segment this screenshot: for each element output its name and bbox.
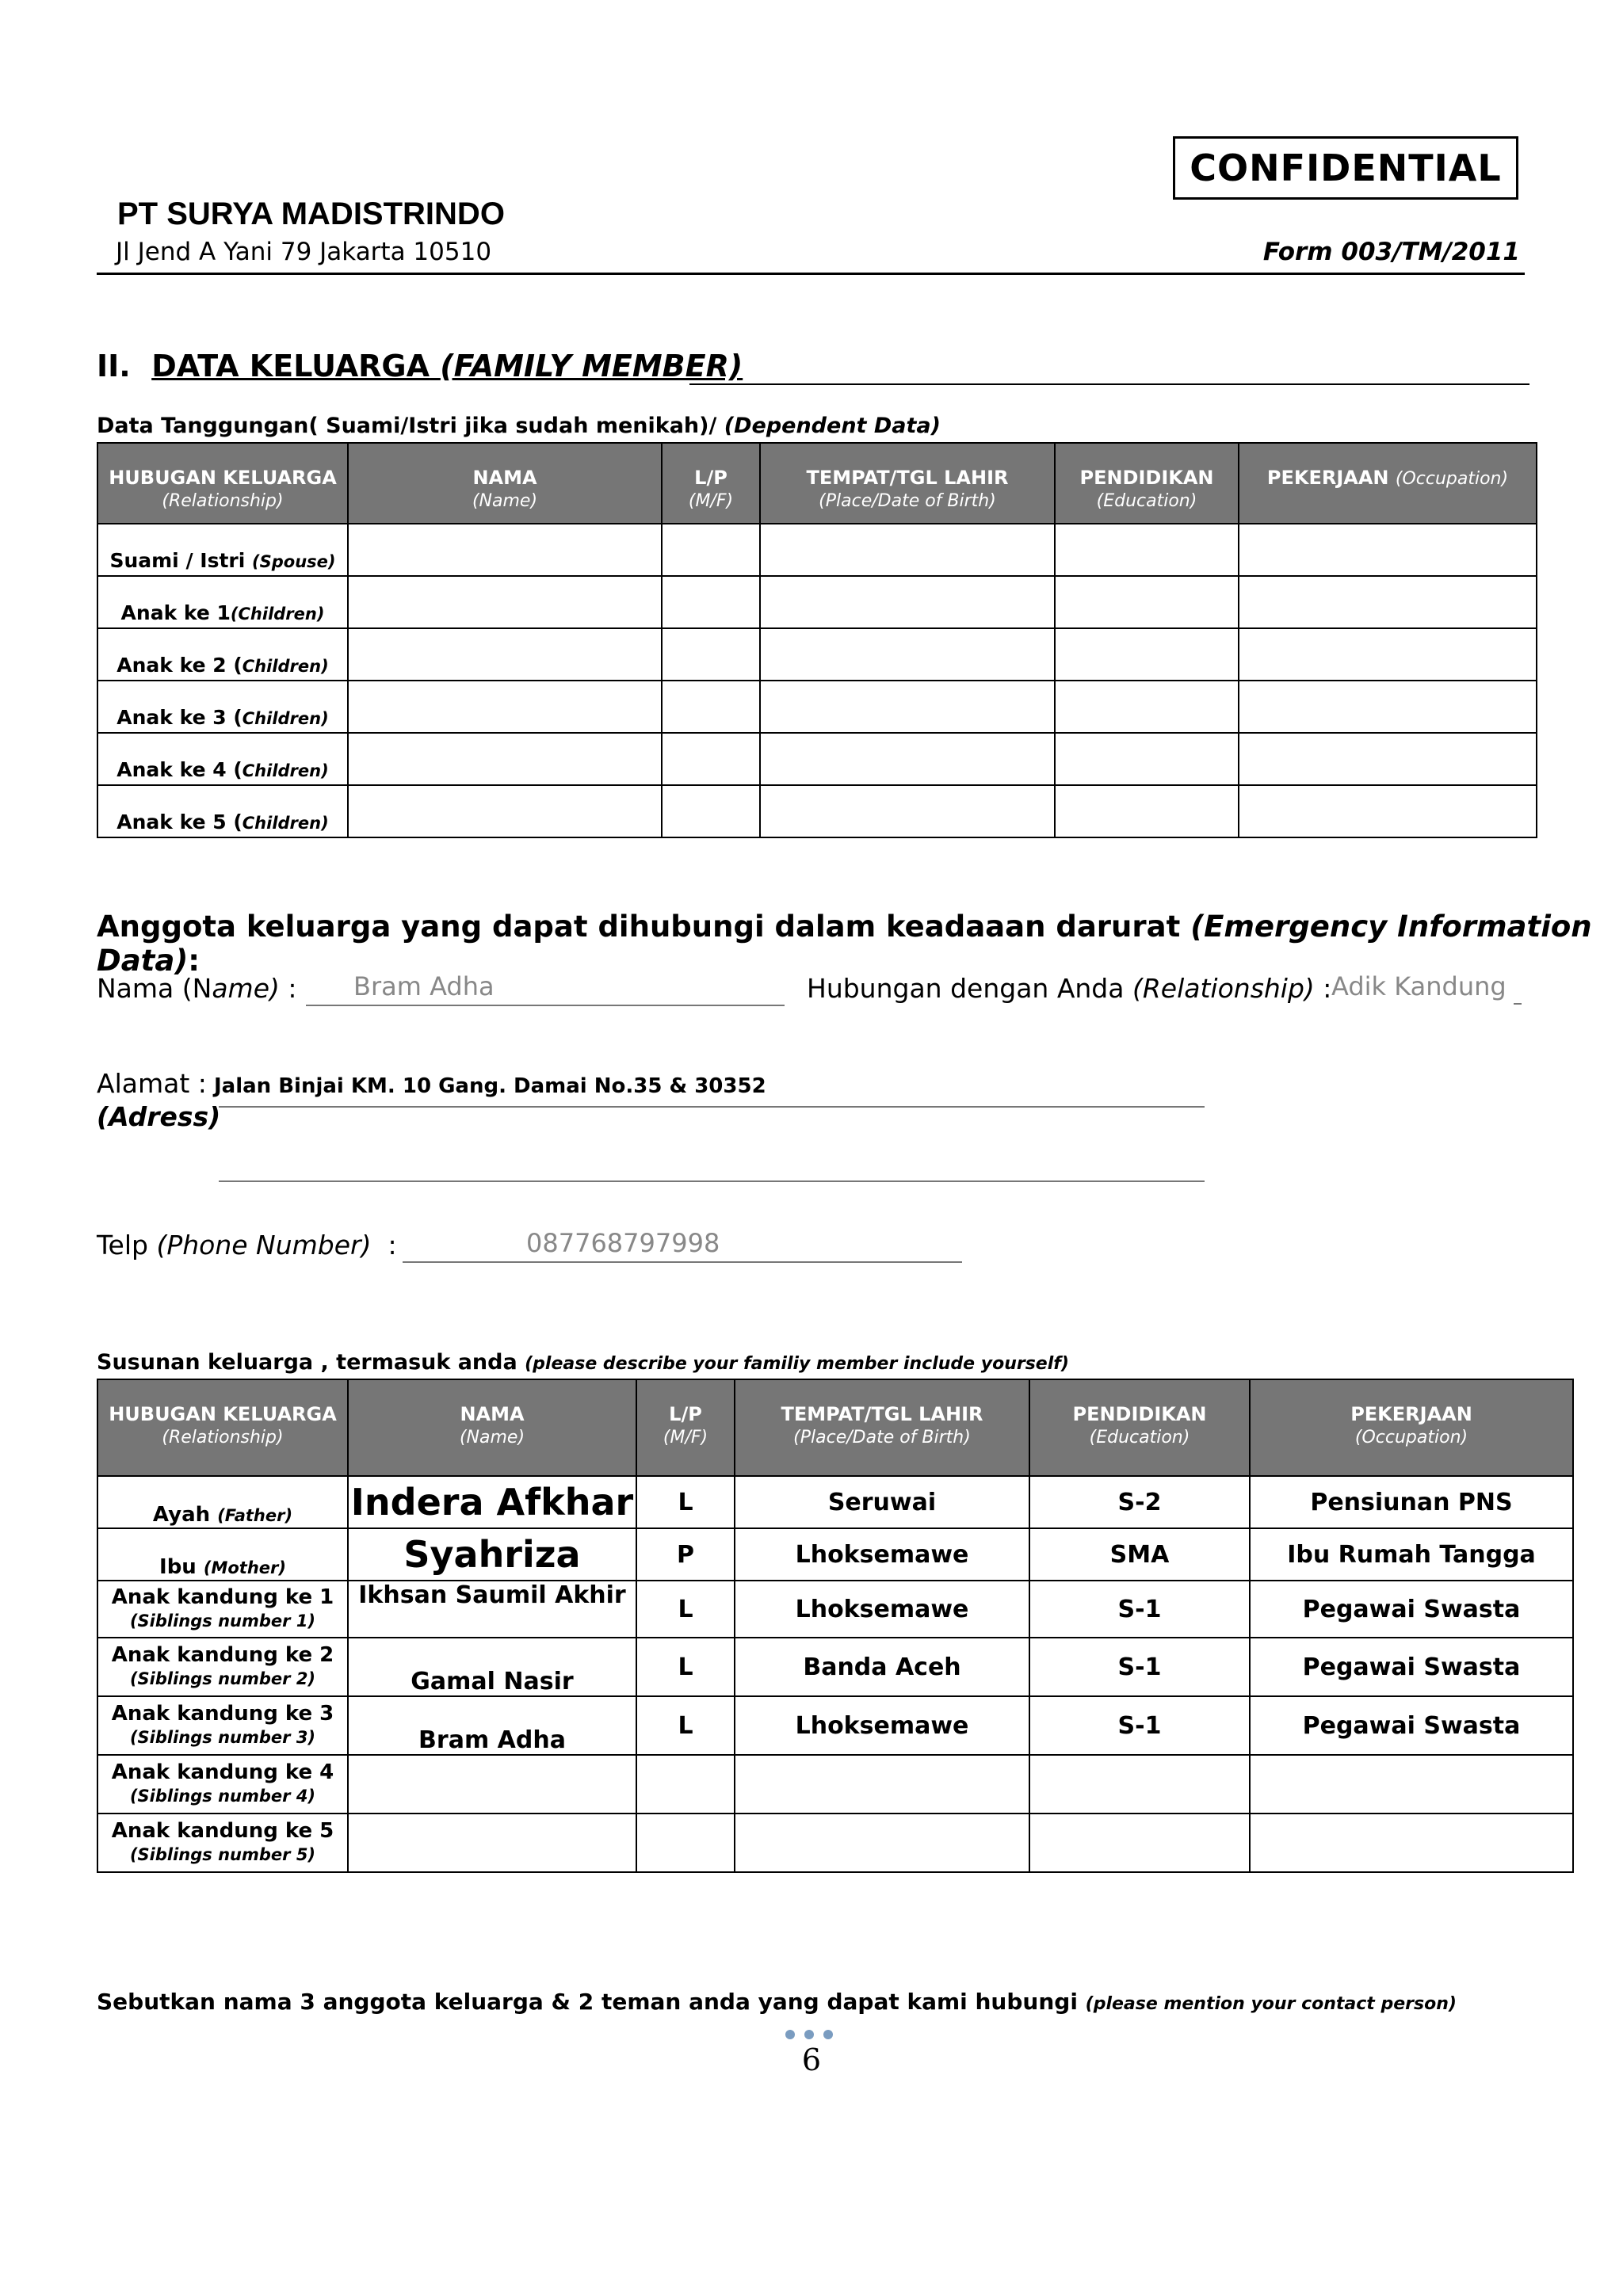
family-caption: Susunan keluarga , termasuk anda (please describe your familiy member include yourself) <box>97 1350 1069 1375</box>
birth-cell[interactable]: Banda Aceh <box>735 1638 1029 1696</box>
gender-cell[interactable] <box>662 524 760 576</box>
gender-cell[interactable] <box>662 628 760 681</box>
occupation-cell[interactable]: Pegawai Swasta <box>1250 1638 1573 1696</box>
row-label: Anak kandung ke 4 (Siblings number 4) <box>97 1755 348 1814</box>
occupation-cell[interactable] <box>1239 576 1537 628</box>
emergency-address-value[interactable]: Jalan Binjai KM. 10 Gang. Damai No.35 & 30352 <box>214 1074 766 1098</box>
name-cell[interactable]: Ikhsan Saumil Akhir <box>348 1581 636 1638</box>
row-label: Anak ke 2 (Children) <box>97 628 348 681</box>
page-dots-icon <box>785 2030 833 2039</box>
gender-cell[interactable]: L <box>636 1696 735 1755</box>
education-cell[interactable] <box>1055 785 1239 837</box>
occupation-cell[interactable]: Ibu Rumah Tangga <box>1250 1528 1573 1581</box>
gender-cell[interactable]: L <box>636 1476 735 1528</box>
emergency-name-label: Nama (Name) : <box>97 973 297 1004</box>
education-cell[interactable] <box>1029 1755 1250 1814</box>
emergency-address-label: Alamat : <box>97 1068 207 1099</box>
table-row <box>97 524 1537 576</box>
emergency-phone-value: 087768797998 <box>526 1228 720 1258</box>
dependents-caption: Data Tanggungan( Suami/Istri jika sudah menikah)/ (Dependent Data) <box>97 414 941 438</box>
name-cell[interactable] <box>348 1755 636 1814</box>
section-title-text: DATA KELUARGA (FAMILY MEMBER) <box>151 349 743 383</box>
table-row <box>97 1476 1573 1528</box>
col-name: NAMA (Name) <box>348 1379 636 1476</box>
emergency-relationship-value: Adik Kandung <box>1331 971 1507 1001</box>
name-cell[interactable]: Syahriza <box>348 1528 636 1581</box>
education-cell[interactable]: S-1 <box>1029 1638 1250 1696</box>
education-cell[interactable]: SMA <box>1029 1528 1250 1581</box>
occupation-cell[interactable] <box>1250 1814 1573 1872</box>
emergency-relationship-field[interactable] <box>1331 971 1522 1005</box>
row-label: Anak ke 3 (Children) <box>97 681 348 733</box>
education-cell[interactable] <box>1055 733 1239 785</box>
birth-cell[interactable]: Lhoksemawe <box>735 1581 1029 1638</box>
name-cell[interactable] <box>348 524 662 576</box>
birth-cell[interactable] <box>735 1755 1029 1814</box>
row-label: Anak ke 1(Children) <box>97 576 348 628</box>
emergency-name-field[interactable] <box>306 971 785 1006</box>
address-line-2[interactable] <box>219 1180 1205 1182</box>
page-number: 6 <box>801 2042 822 2077</box>
section-title <box>97 349 743 383</box>
name-cell[interactable]: Gamal Nasir <box>348 1638 636 1696</box>
dependents-table <box>97 442 1537 838</box>
col-relationship: HUBUGAN KELUARGA (Relationship) <box>97 1379 348 1476</box>
education-cell[interactable] <box>1055 681 1239 733</box>
row-label: Anak kandung ke 5 (Siblings number 5) <box>97 1814 348 1872</box>
gender-cell[interactable]: L <box>636 1638 735 1696</box>
education-cell[interactable]: S-1 <box>1029 1696 1250 1755</box>
company-name: PT SURYA MADISTRINDO <box>117 196 505 231</box>
relationship-underline <box>1514 1003 1522 1005</box>
education-cell[interactable]: S-2 <box>1029 1476 1250 1528</box>
col-birth: TEMPAT/TGL LAHIR (Place/Date of Birth) <box>760 443 1055 524</box>
emergency-title: Anggota keluarga yang dapat dihubungi dalam keadaaan darurat (Emergency Information Data): <box>97 910 1592 978</box>
address-line-1 <box>219 1106 1205 1108</box>
row-label: Anak ke 4 (Children) <box>97 733 348 785</box>
birth-cell[interactable]: Lhoksemawe <box>735 1528 1029 1581</box>
col-education: PENDIDIKAN (Education) <box>1029 1379 1250 1476</box>
education-cell[interactable] <box>1055 628 1239 681</box>
birth-cell[interactable] <box>760 524 1055 576</box>
section-number: II. <box>97 349 131 383</box>
birth-cell[interactable] <box>760 628 1055 681</box>
table-row <box>97 628 1537 681</box>
gender-cell[interactable] <box>662 733 760 785</box>
education-cell[interactable]: S-1 <box>1029 1581 1250 1638</box>
name-cell[interactable] <box>348 1814 636 1872</box>
table-row <box>97 1528 1573 1581</box>
col-occupation: PEKERJAAN (Occupation) <box>1250 1379 1573 1476</box>
occupation-cell[interactable] <box>1239 524 1537 576</box>
col-occupation: PEKERJAAN (Occupation) <box>1239 443 1537 524</box>
occupation-cell[interactable] <box>1239 785 1537 837</box>
occupation-cell[interactable] <box>1250 1755 1573 1814</box>
emergency-name-value: Bram Adha <box>353 971 495 1001</box>
occupation-cell[interactable] <box>1239 628 1537 681</box>
emergency-phone-field[interactable] <box>403 1228 962 1263</box>
section-underline <box>689 383 1529 385</box>
gender-cell[interactable] <box>636 1755 735 1814</box>
table-row <box>97 733 1537 785</box>
col-gender: L/P (M/F) <box>636 1379 735 1476</box>
dependents-header-row <box>97 443 1537 524</box>
col-education: PENDIDIKAN (Education) <box>1055 443 1239 524</box>
form-code: Form 003/TM/2011 <box>1262 238 1520 266</box>
name-cell[interactable] <box>348 576 662 628</box>
education-cell[interactable] <box>1055 576 1239 628</box>
birth-cell[interactable] <box>760 785 1055 837</box>
birth-cell[interactable]: Seruwai <box>735 1476 1029 1528</box>
row-label: Anak kandung ke 3 (Siblings number 3) <box>97 1696 348 1755</box>
row-label: Anak kandung ke 1 (Siblings number 1) <box>97 1581 348 1638</box>
birth-cell[interactable] <box>760 576 1055 628</box>
table-row <box>97 1696 1573 1755</box>
table-row <box>97 1755 1573 1814</box>
emergency-phone-label: Telp (Phone Number) : <box>97 1230 397 1261</box>
table-row <box>97 681 1537 733</box>
company-address: Jl Jend A Yani 79 Jakarta 10510 <box>116 238 492 266</box>
gender-cell[interactable] <box>662 785 760 837</box>
name-cell[interactable] <box>348 733 662 785</box>
occupation-cell[interactable]: Pegawai Swasta <box>1250 1581 1573 1638</box>
header-divider <box>97 273 1525 275</box>
birth-cell[interactable] <box>760 733 1055 785</box>
col-gender: L/P (M/F) <box>662 443 760 524</box>
table-row <box>97 576 1537 628</box>
emergency-relationship-label: Hubungan dengan Anda (Relationship) : <box>807 973 1332 1004</box>
occupation-cell[interactable] <box>1239 733 1537 785</box>
emergency-address-label-en: (Adress) <box>97 1101 221 1132</box>
row-label: Anak kandung ke 2 (Siblings number 2) <box>97 1638 348 1696</box>
row-label: Suami / Istri (Spouse) <box>97 524 348 576</box>
gender-cell[interactable] <box>662 576 760 628</box>
col-birth: TEMPAT/TGL LAHIR (Place/Date of Birth) <box>735 1379 1029 1476</box>
table-row <box>97 785 1537 837</box>
education-cell[interactable] <box>1029 1814 1250 1872</box>
col-relationship: HUBUGAN KELUARGA (Relationship) <box>97 443 348 524</box>
name-cell[interactable]: Bram Adha <box>348 1696 636 1755</box>
row-label: Ayah (Father) <box>97 1476 348 1528</box>
table-row <box>97 1581 1573 1638</box>
gender-cell[interactable]: P <box>636 1528 735 1581</box>
gender-cell[interactable]: L <box>636 1581 735 1638</box>
col-name: NAMA (Name) <box>348 443 662 524</box>
table-row <box>97 1814 1573 1872</box>
name-cell[interactable] <box>348 681 662 733</box>
row-label: Ibu (Mother) <box>97 1528 348 1581</box>
family-header-row <box>97 1379 1573 1476</box>
gender-cell[interactable] <box>662 681 760 733</box>
occupation-cell[interactable]: Pensiunan PNS <box>1250 1476 1573 1528</box>
gender-cell[interactable] <box>636 1814 735 1872</box>
name-cell[interactable]: Indera Afkhar <box>348 1476 636 1528</box>
education-cell[interactable] <box>1055 524 1239 576</box>
name-cell[interactable] <box>348 628 662 681</box>
occupation-cell[interactable] <box>1239 681 1537 733</box>
contacts-caption: Sebutkan nama 3 anggota keluarga & 2 teman anda yang dapat kami hubungi (please mention your contact person) <box>97 1989 1457 2015</box>
birth-cell[interactable] <box>760 681 1055 733</box>
row-label: Anak ke 5 (Children) <box>97 785 348 837</box>
occupation-cell[interactable]: Pegawai Swasta <box>1250 1696 1573 1755</box>
birth-cell[interactable] <box>735 1814 1029 1872</box>
family-table <box>97 1379 1574 1873</box>
confidential-stamp: CONFIDENTIAL <box>1173 136 1518 200</box>
name-cell[interactable] <box>348 785 662 837</box>
birth-cell[interactable]: Lhoksemawe <box>735 1696 1029 1755</box>
table-row <box>97 1638 1573 1696</box>
